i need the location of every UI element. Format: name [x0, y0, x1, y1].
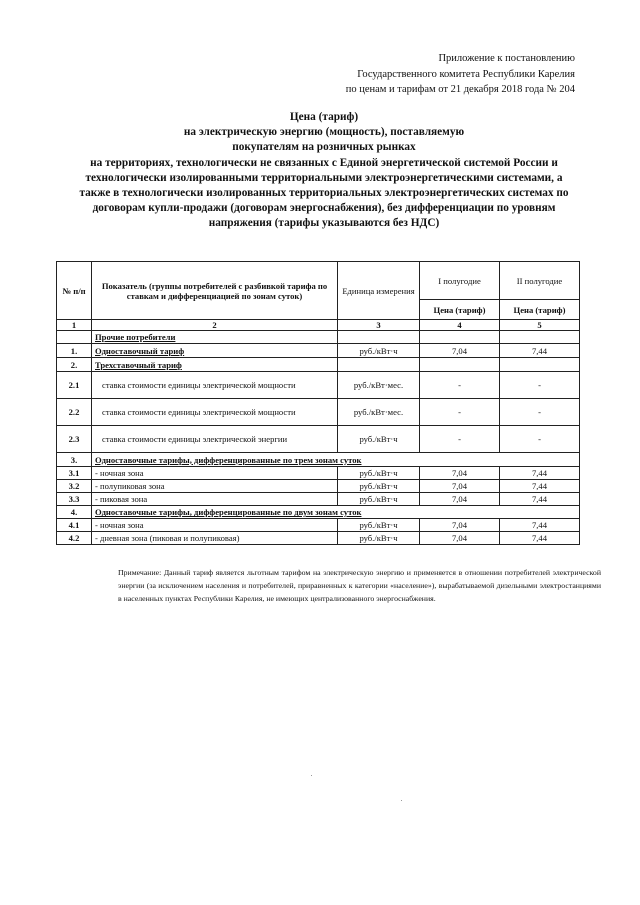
row-value-1: 7,04 [420, 480, 500, 493]
table-row [57, 372, 580, 399]
row-num: 2.1 [57, 372, 92, 399]
row-unit [338, 358, 420, 372]
row-value-1: 7,04 [420, 493, 500, 506]
row-num: 3.1 [57, 467, 92, 480]
title-line-7: договорам купли-продажи (договорам энергоснабжения), без дифференциации по уровням [92, 202, 556, 215]
table-row [57, 506, 580, 519]
row-num [57, 331, 92, 344]
table-row [57, 426, 580, 453]
row-unit [338, 331, 420, 344]
row-unit: руб./кВт·ч [338, 532, 420, 545]
row-value-1: - [420, 372, 500, 399]
row-value-2: 7,44 [500, 467, 580, 480]
title-line-8: напряжения (тарифы указываются без НДС) [208, 217, 440, 230]
row-unit: руб./кВт·ч [338, 344, 420, 358]
title-line-6: также в технологически изолированных территориальных электроэнергетических системах по [79, 187, 569, 200]
row-unit: руб./кВт·ч [338, 480, 420, 493]
row-value-2: 7,44 [500, 344, 580, 358]
table-row [57, 358, 580, 372]
title-line-3: покупателям на розничных рынках [232, 141, 416, 154]
row-unit: руб./кВт·ч [338, 519, 420, 532]
row-name: Прочие потребители [92, 331, 338, 344]
row-value-2 [500, 331, 580, 344]
table-header-row [57, 262, 580, 300]
title-line-5: технологически изолированными территориальными электроэнергетическими системами, а [85, 171, 563, 184]
row-num: 1. [57, 344, 92, 358]
table-row [57, 532, 580, 545]
row-value-2: - [500, 372, 580, 399]
table-row [57, 344, 580, 358]
row-name: - полупиковая зона [92, 480, 338, 493]
index-cell: 1 [57, 320, 92, 331]
header-indicator: Показатель (группы потребителей с разбивкой тарифа по ставкам и дифференциацией по зонам суток) [92, 262, 338, 320]
row-value-1: 7,04 [420, 519, 500, 532]
document-title [62, 110, 586, 232]
index-cell: 4 [420, 320, 500, 331]
header-line-2: Государственного комитета Республики Карелия [357, 68, 575, 80]
header-line-1: Приложение к постановлению [438, 53, 575, 64]
row-value-2 [500, 358, 580, 372]
row-num: 4.2 [57, 532, 92, 545]
index-cell: 5 [500, 320, 580, 331]
row-value-1 [420, 358, 500, 372]
table-row [57, 467, 580, 480]
title-line-1: Цена (тариф) [289, 111, 359, 123]
table-row [57, 519, 580, 532]
row-unit: руб./кВт·ч [338, 467, 420, 480]
row-value-1: - [420, 399, 500, 426]
row-value-1: 7,04 [420, 344, 500, 358]
table-row [57, 480, 580, 493]
header-half-2: II полугодие [500, 262, 580, 300]
row-name: Одноставочные тарифы, дифференцированные по трем зонам суток [92, 453, 580, 467]
row-value-1 [420, 331, 500, 344]
title-line-4: на территориях, технологически не связанных с Единой энергетической системой России и [90, 156, 558, 169]
title-line-2: на электрическую энергию (мощность), поставляемую [183, 126, 465, 139]
table-row [57, 453, 580, 467]
row-name: ставка стоимости единицы электрической энергии [92, 426, 338, 453]
row-value-2: 7,44 [500, 480, 580, 493]
row-unit: руб./кВт·ч [338, 426, 420, 453]
header-price-1: Цена (тариф) [420, 300, 500, 320]
table-row [57, 331, 580, 344]
row-value-2: 7,44 [500, 493, 580, 506]
table-index-row [57, 320, 580, 331]
row-name: Трехставочный тариф [92, 358, 338, 372]
table-row [57, 493, 580, 506]
row-name: ставка стоимости единицы электрической мощности [92, 372, 338, 399]
table-row [57, 399, 580, 426]
row-num: 4. [57, 506, 92, 519]
row-name: ставка стоимости единицы электрической мощности [92, 399, 338, 426]
row-name: - пиковая зона [92, 493, 338, 506]
row-value-1: 7,04 [420, 467, 500, 480]
footnote: Примечание: Данный тариф является льготным тарифом на электрическую энергию и применяется в отношении потребителей электрической энергии (за исключением населения и потребителей, приравненных к категории «население»), вырабатываемой дизельными электростанциями в населенных пунктах Республики Карелия, не имеющих централизованного энергоснабжения. [118, 568, 601, 603]
scan-speck [311, 775, 312, 776]
row-unit: руб./кВт·мес. [338, 399, 420, 426]
header-unit: Единица измерения [338, 262, 420, 320]
header-line-3: по ценам и тарифам от 21 декабря 2018 года № 204 [345, 84, 575, 95]
row-name: Одноставочные тарифы, дифференцированные по двум зонам суток [92, 506, 580, 519]
index-cell: 3 [338, 320, 420, 331]
row-num: 3.3 [57, 493, 92, 506]
row-name: - ночная зона [92, 467, 338, 480]
row-unit: руб./кВт·ч [338, 493, 420, 506]
row-name: Одноставочный тариф [92, 344, 338, 358]
row-name: - дневная зона (пиковая и полупиковая) [92, 532, 338, 545]
row-num: 4.1 [57, 519, 92, 532]
row-num: 2. [57, 358, 92, 372]
row-value-2: - [500, 426, 580, 453]
row-name: - ночная зона [92, 519, 338, 532]
tariff-table [56, 261, 580, 545]
row-num: 2.3 [57, 426, 92, 453]
row-num: 3. [57, 453, 92, 467]
row-num: 2.2 [57, 399, 92, 426]
scan-speck [401, 800, 402, 801]
row-value-2: 7,44 [500, 519, 580, 532]
row-unit: руб./кВт·мес. [338, 372, 420, 399]
document-header [315, 51, 575, 98]
row-value-2: - [500, 399, 580, 426]
row-num: 3.2 [57, 480, 92, 493]
header-price-2: Цена (тариф) [500, 300, 580, 320]
header-num: № п/п [57, 262, 92, 320]
index-cell: 2 [92, 320, 338, 331]
row-value-1: - [420, 426, 500, 453]
row-value-1: 7,04 [420, 532, 500, 545]
row-value-2: 7,44 [500, 532, 580, 545]
header-half-1: I полугодие [420, 262, 500, 300]
